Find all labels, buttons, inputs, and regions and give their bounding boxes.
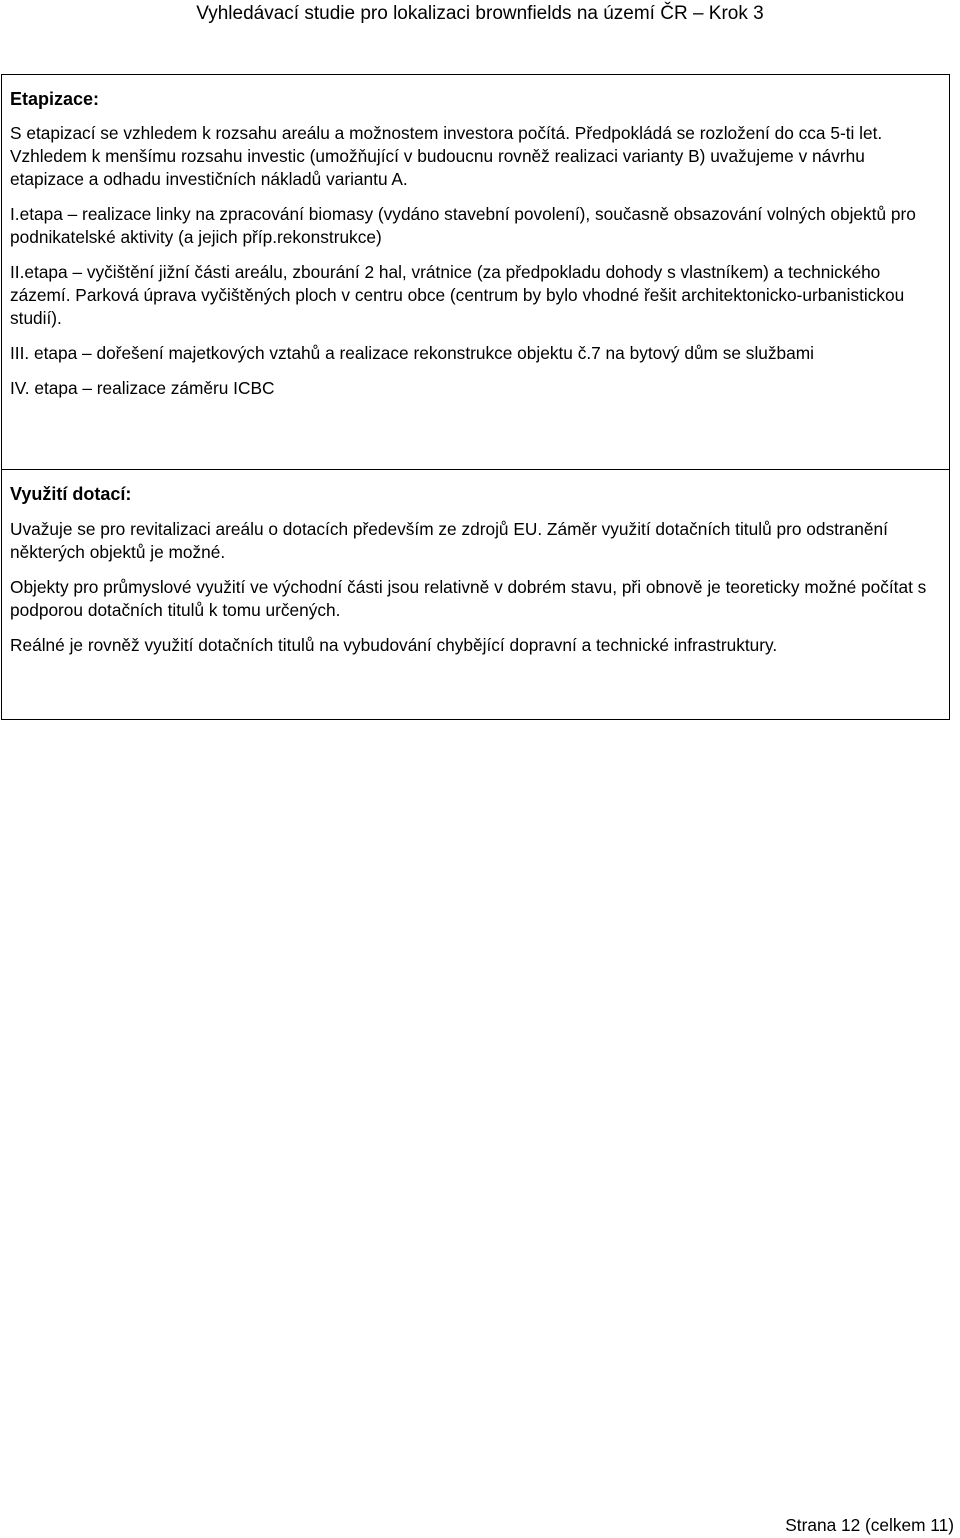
page-number: Strana 12 (celkem 11) [785,1515,954,1535]
stage-3-text: III. etapa – dořešení majetkových vztahů a realizace rekonstrukce objektu č.7 na bytový dům se službami [10,343,814,363]
stage-2-text: II.etapa – vyčištění jižní části areálu, zbourání 2 hal, vrátnice (za předpokladu dohody s vlastníkem) a technického zázemí. Parková úprava vyčištěných ploch v centru obce (centrum by bylo vhodné řešit architektonicko-urbanistickou studií). [10,262,905,328]
etapizace-heading: Etapizace: [10,89,100,109]
dotace-paragraph-1: Uvažuje se pro revitalizaci areálu o dotacích především ze zdrojů EU. Záměr využití dotačních titulů pro odstranění některých objektů je možné. [10,519,888,562]
page-header-title: Vyhledávací studie pro lokalizaci brownfields na území ČR – Krok 3 [196,3,764,24]
dotace-paragraph-2: Objekty pro průmyslové využití ve východní části jsou relativně v dobrém stavu, při obnově je teoreticky možné počítat s podporou dotačních titulů k tomu určených. [10,577,927,620]
dotace-paragraph-3: Reálné je rovněž využití dotačních titulů na vybudování chybějící dopravní a technické infrastruktury. [10,635,778,655]
dotace-heading: Využití dotací: [10,484,132,504]
etapizace-section [1,74,950,470]
stage-1-text: I.etapa – realizace linky na zpracování biomasy (vydáno stavební povolení), současně obsazování volných objektů pro podnikatelské aktivity (a jejich příp.rekonstrukce) [10,204,916,247]
stage-4-text: IV. etapa – realizace záměru ICBC [10,378,275,398]
etapizace-intro: S etapizací se vzhledem k rozsahu areálu a možnostem investora počítá. Předpokládá se rozložení do cca 5-ti let. Vzhledem k menšímu rozsahu investic (umožňující v budoucnu rovněž realizaci varianty B) uvažujeme v návrhu etapizace a odhadu investičních nákladů variantu A. [10,123,883,189]
dotace-section [1,469,950,720]
